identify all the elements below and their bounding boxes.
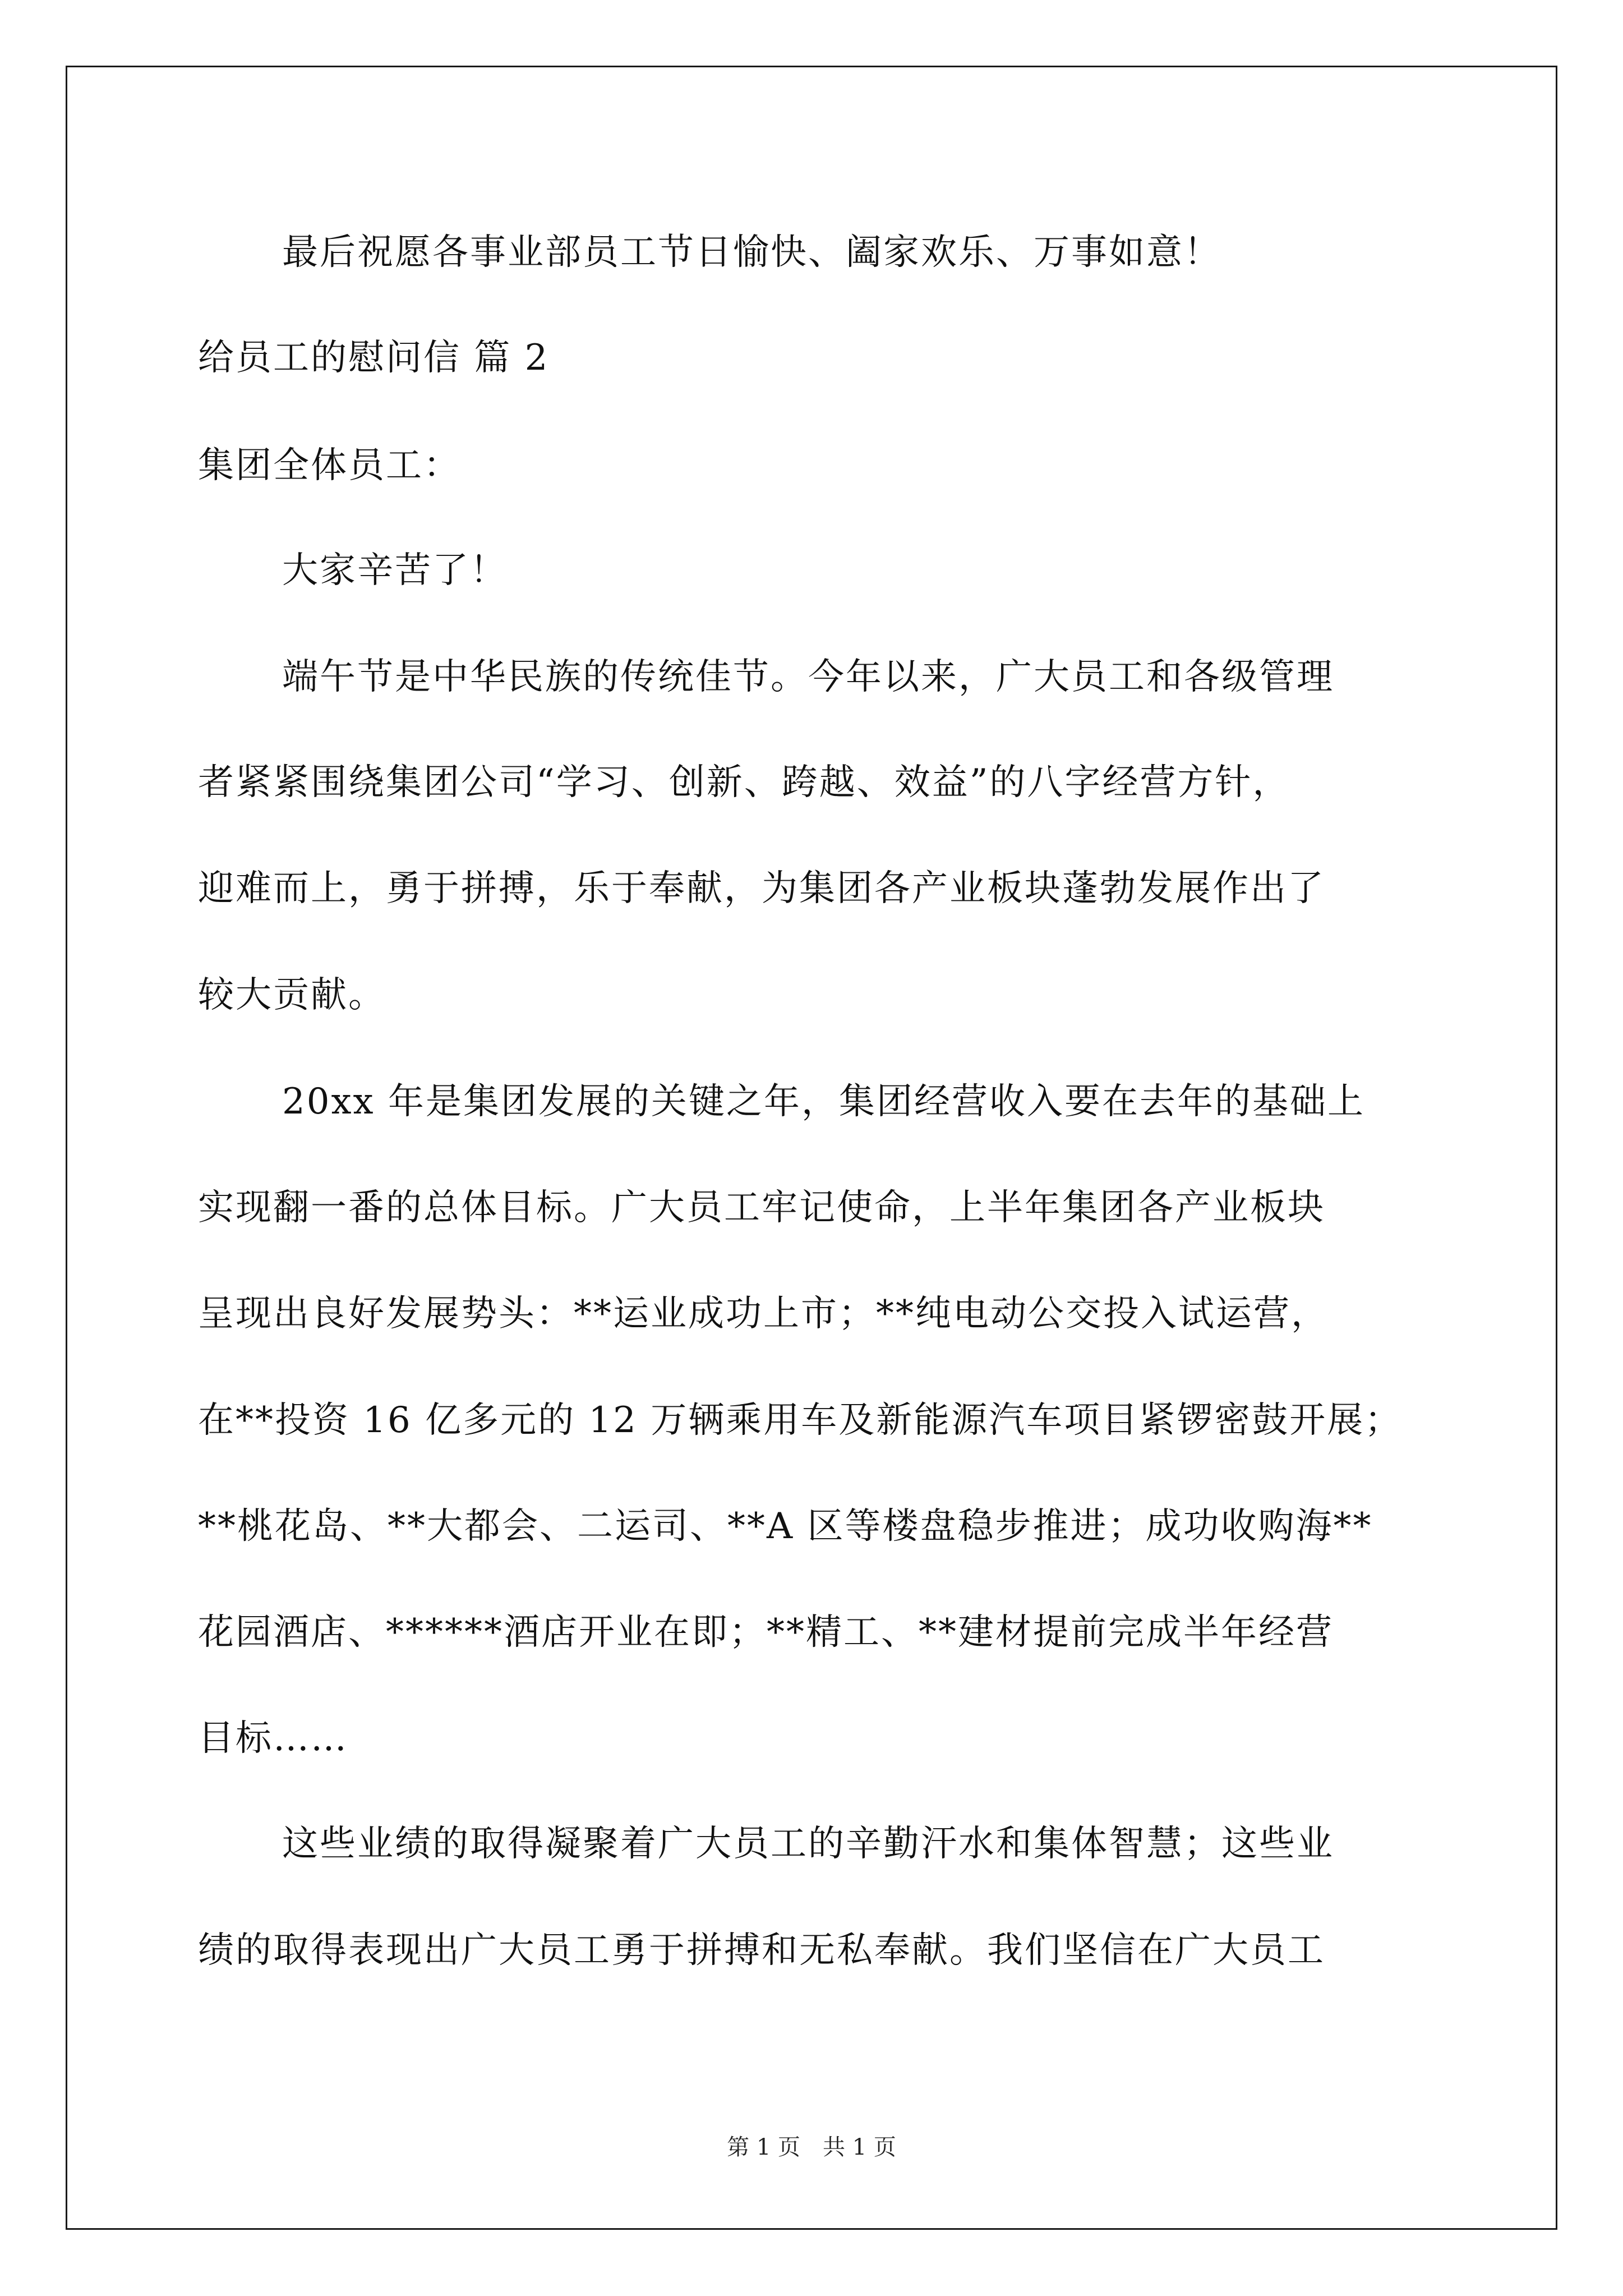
paragraph-line: 呈现出良好发展势头：**运业成功上市；**纯电动公交投入试运营，	[198, 1293, 1329, 1335]
paragraph-line: 者紧紧围绕集团公司“学习、创新、跨越、效益”的八字经营方针，	[198, 762, 1290, 803]
paragraph-line: 20xx 年是集团发展的关键之年，集团经营收入要在去年的基础上	[282, 1081, 1365, 1122]
salutation: 集团全体员工：	[198, 445, 461, 486]
greeting-line: 大家辛苦了！	[282, 550, 508, 591]
paragraph-line: 绩的取得表现出广大员工勇于拼搏和无私奉献。我们坚信在广大员工	[198, 1930, 1325, 1971]
paragraph-line: 迎难而上，勇于拼搏，乐于奉献，为集团各产业板块蓬勃发展作出了	[198, 868, 1325, 909]
paragraph-line: 较大贡献。	[198, 974, 386, 1016]
paragraph-line: 这些业绩的取得凝聚着广大员工的辛勤汗水和集体智慧；这些业	[282, 1823, 1334, 1865]
paragraph-line: 花园酒店、******酒店开业在即；**精工、**建材提前完成半年经营	[198, 1612, 1334, 1653]
paragraph-line: 实现翻一番的总体目标。广大员工牢记使命，上半年集团各产业板块	[198, 1187, 1325, 1228]
closing-wish: 最后祝愿各事业部员工节日愉快、阖家欢乐、万事如意！	[282, 232, 1221, 273]
page-number: 第 1 页 共 1 页	[727, 2134, 896, 2160]
section-heading: 给员工的慰问信 篇 2	[198, 337, 550, 379]
paragraph-line: 在**投资 16 亿多元的 12 万辆乘用车及新能源汽车项目紧锣密鼓开展；	[198, 1400, 1403, 1441]
paragraph-line: **桃花岛、**大都会、二运司、**A 区等楼盘稳步推进；成功收购海**	[198, 1506, 1373, 1547]
paragraph-line: 目标……	[198, 1718, 348, 1759]
page-border	[66, 66, 1557, 2230]
paragraph-line: 端午节是中华民族的传统佳节。今年以来，广大员工和各级管理	[282, 656, 1334, 698]
